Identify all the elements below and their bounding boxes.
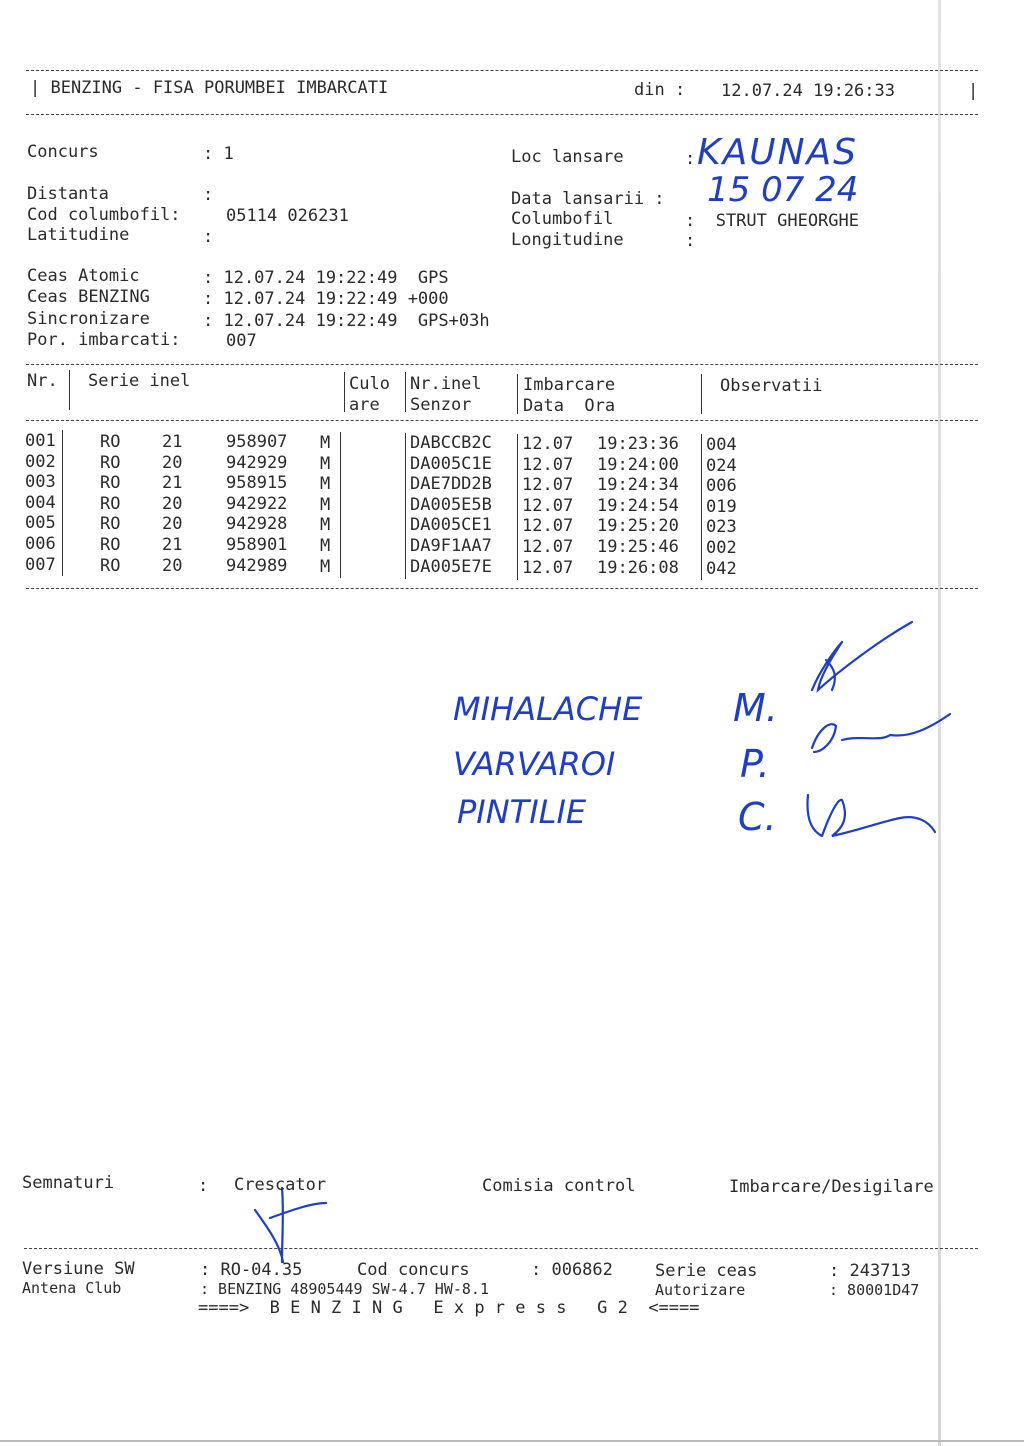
cell-an: 20 [162, 493, 183, 514]
cell-tara: RO [100, 555, 121, 576]
cod-concurs-value: : 006862 [531, 1260, 613, 1280]
cell-senzor: DAE7DD2B [410, 474, 492, 495]
cell-ora: 19:24:54 [597, 495, 679, 516]
cell-obs: 002 [706, 538, 737, 558]
concurs-value: : 1 [203, 144, 234, 164]
cell-tara: RO [100, 535, 121, 555]
cell-data: 12.07 [522, 557, 574, 578]
columbofil-label: Columbofil [511, 209, 614, 229]
cell-nr: 007 [25, 554, 56, 575]
cell-ora: 19:25:46 [597, 537, 679, 557]
longitudine-value: : [685, 231, 696, 251]
cell-serie: 958915 [226, 473, 288, 494]
cod-columbofil-value: 05114 026231 [226, 206, 349, 226]
autorizare-label: Autorizare [655, 1281, 746, 1299]
cell-senzor: DA005E5B [410, 494, 492, 515]
cell-sex: M [320, 536, 331, 556]
divider [24, 1248, 978, 1249]
cell-obs: 019 [706, 496, 737, 517]
porumbei-imbarcati-label: Por. imbarcati: [27, 330, 181, 350]
cell-serie: 958901 [226, 535, 288, 555]
cell-nr: 006 [25, 534, 56, 554]
benzing-express-banner: ====> B E N Z I N G E x p r e s s G 2 <==== [198, 1298, 700, 1318]
cell-senzor: DA005C1E [410, 453, 492, 474]
cell-an: 20 [162, 555, 183, 576]
distanta-value: : [203, 185, 214, 205]
versiune-sw-value: : RO-04.35 [200, 1260, 303, 1280]
cell-data: 12.07 [522, 537, 574, 557]
cell-tara: RO [100, 432, 121, 452]
header-end-bar: | [968, 81, 979, 101]
handwritten-initial-3: C. [738, 795, 777, 839]
comisia-control-label: Comisia control [482, 1176, 636, 1196]
cell-ora: 19:25:20 [597, 516, 679, 537]
latitudine-label: Latitudine [27, 225, 130, 245]
latitudine-value: : [203, 227, 214, 247]
cell-sex: M [320, 494, 331, 515]
autorizare-value: : 80001D47 [829, 1281, 920, 1299]
cell-nr: 001 [25, 431, 56, 451]
cell-serie: 958907 [226, 432, 288, 452]
signature-stroke-c [808, 795, 935, 836]
cell-nr: 002 [25, 451, 56, 472]
loc-lansare-label: Loc lansare [511, 147, 624, 167]
cell-obs: 024 [706, 455, 737, 476]
porumbei-imbarcati-value: 007 [226, 331, 257, 351]
ceas-atomic-label: Ceas Atomic [27, 266, 140, 286]
cell-tara: RO [100, 452, 121, 473]
col-header-culoare-2: are [349, 395, 380, 415]
cod-concurs-label: Cod concurs [357, 1260, 470, 1280]
serie-ceas-value: : 243713 [829, 1261, 911, 1281]
cell-obs: 004 [706, 435, 737, 455]
cell-senzor: DA005E7E [410, 556, 492, 577]
cell-sex: M [320, 474, 331, 495]
cell-an: 20 [162, 514, 183, 535]
handwritten-loc-lansare: KAUNAS [697, 132, 858, 173]
cell-data: 12.07 [522, 454, 574, 475]
sincronizare-value: : 12.07.24 19:22:49 GPS+03h [203, 311, 490, 331]
handwritten-name-2: VARVAROI [453, 745, 616, 783]
col-header-senzor: Senzor [410, 395, 472, 415]
cell-an: 21 [162, 535, 183, 555]
semnaturi-label: Semnaturi [22, 1173, 115, 1193]
antena-club-value: : BENZING 48905449 SW-4.7 HW-8.1 [200, 1280, 489, 1298]
cell-nr: 005 [25, 513, 56, 534]
cell-nr: 004 [25, 492, 56, 513]
cell-an: 21 [162, 432, 183, 452]
cell-data: 12.07 [522, 516, 574, 537]
cell-nr: 003 [25, 472, 56, 493]
serie-ceas-label: Serie ceas [655, 1261, 758, 1281]
cell-an: 20 [162, 452, 183, 473]
ceas-atomic-value: : 12.07.24 19:22:49 GPS [203, 268, 449, 288]
signature-crescator [255, 1188, 326, 1262]
cell-sex: M [320, 453, 331, 474]
crescator-label: Crescator [234, 1175, 327, 1195]
cell-senzor: DA9F1AA7 [410, 536, 492, 556]
antena-club-label: Antena Club [22, 1279, 122, 1297]
handwritten-initial-1: M. [733, 686, 778, 730]
longitudine-label: Longitudine [511, 230, 624, 250]
cell-tara: RO [100, 493, 121, 514]
cell-serie: 942929 [226, 452, 288, 473]
imbarcare-desigilare-label: Imbarcare/Desigilare [729, 1177, 934, 1197]
din-label: din : [634, 80, 686, 100]
cell-serie: 942928 [226, 514, 288, 535]
cell-serie: 942922 [226, 493, 288, 514]
handwritten-name-1: MIHALACHE [453, 690, 643, 728]
cell-obs: 042 [706, 558, 737, 579]
cell-obs: 023 [706, 517, 737, 538]
col-header-data-ora: Data Ora [523, 396, 616, 416]
cell-data: 12.07 [522, 475, 574, 496]
cell-ora: 19:26:08 [597, 557, 679, 578]
cell-senzor: DA005CE1 [410, 515, 492, 536]
ceas-benzing-value: : 12.07.24 19:22:49 +000 [203, 289, 449, 309]
ceas-benzing-label: Ceas BENZING [27, 287, 150, 307]
concurs-label: Concurs [27, 142, 99, 162]
handwritten-initial-2: P. [740, 742, 770, 786]
handwritten-data-lansarii: 15 07 24 [707, 170, 859, 210]
signature-stroke-top [812, 622, 912, 690]
cell-senzor: DABCCB2C [410, 433, 492, 453]
cell-ora: 19:24:34 [597, 475, 679, 496]
semnaturi-colon: : [198, 1176, 209, 1196]
cell-sex: M [320, 556, 331, 577]
print-timestamp: 12.07.24 19:26:33 [721, 81, 895, 101]
cell-data: 12.07 [522, 495, 574, 516]
col-header-nr-inel: Nr.inel [410, 374, 482, 394]
columbofil-value: : STRUT GHEORGHE [685, 211, 859, 231]
cell-tara: RO [100, 514, 121, 535]
cell-sex: M [320, 433, 331, 453]
cell-obs: 006 [706, 476, 737, 497]
document-title: | BENZING - FISA PORUMBEI IMBARCATI [30, 78, 389, 98]
col-header-culoare: Culo [349, 374, 390, 394]
cell-an: 21 [162, 473, 183, 494]
sincronizare-label: Sincronizare [27, 309, 150, 329]
versiune-sw-label: Versiune SW [22, 1259, 135, 1279]
col-header-serie-inel: Serie inel [88, 371, 191, 391]
cell-serie: 942989 [226, 555, 288, 576]
cell-sex: M [320, 515, 331, 536]
cell-tara: RO [100, 473, 121, 494]
col-header-imbarcare: Imbarcare [523, 375, 616, 395]
handwritten-name-3: PINTILIE [457, 793, 587, 831]
loc-lansare-colon: : [685, 149, 696, 169]
cell-data: 12.07 [522, 434, 574, 454]
cell-ora: 19:24:00 [597, 454, 679, 475]
data-lansarii-label: Data lansarii : [511, 189, 665, 209]
cell-ora: 19:23:36 [597, 434, 679, 454]
signature-stroke-p [812, 714, 950, 752]
col-header-observatii: Observatii [720, 376, 823, 396]
cod-columbofil-label: Cod columbofil: [27, 205, 181, 225]
distanta-label: Distanta [27, 184, 109, 204]
col-header-nr: Nr. [27, 371, 58, 391]
